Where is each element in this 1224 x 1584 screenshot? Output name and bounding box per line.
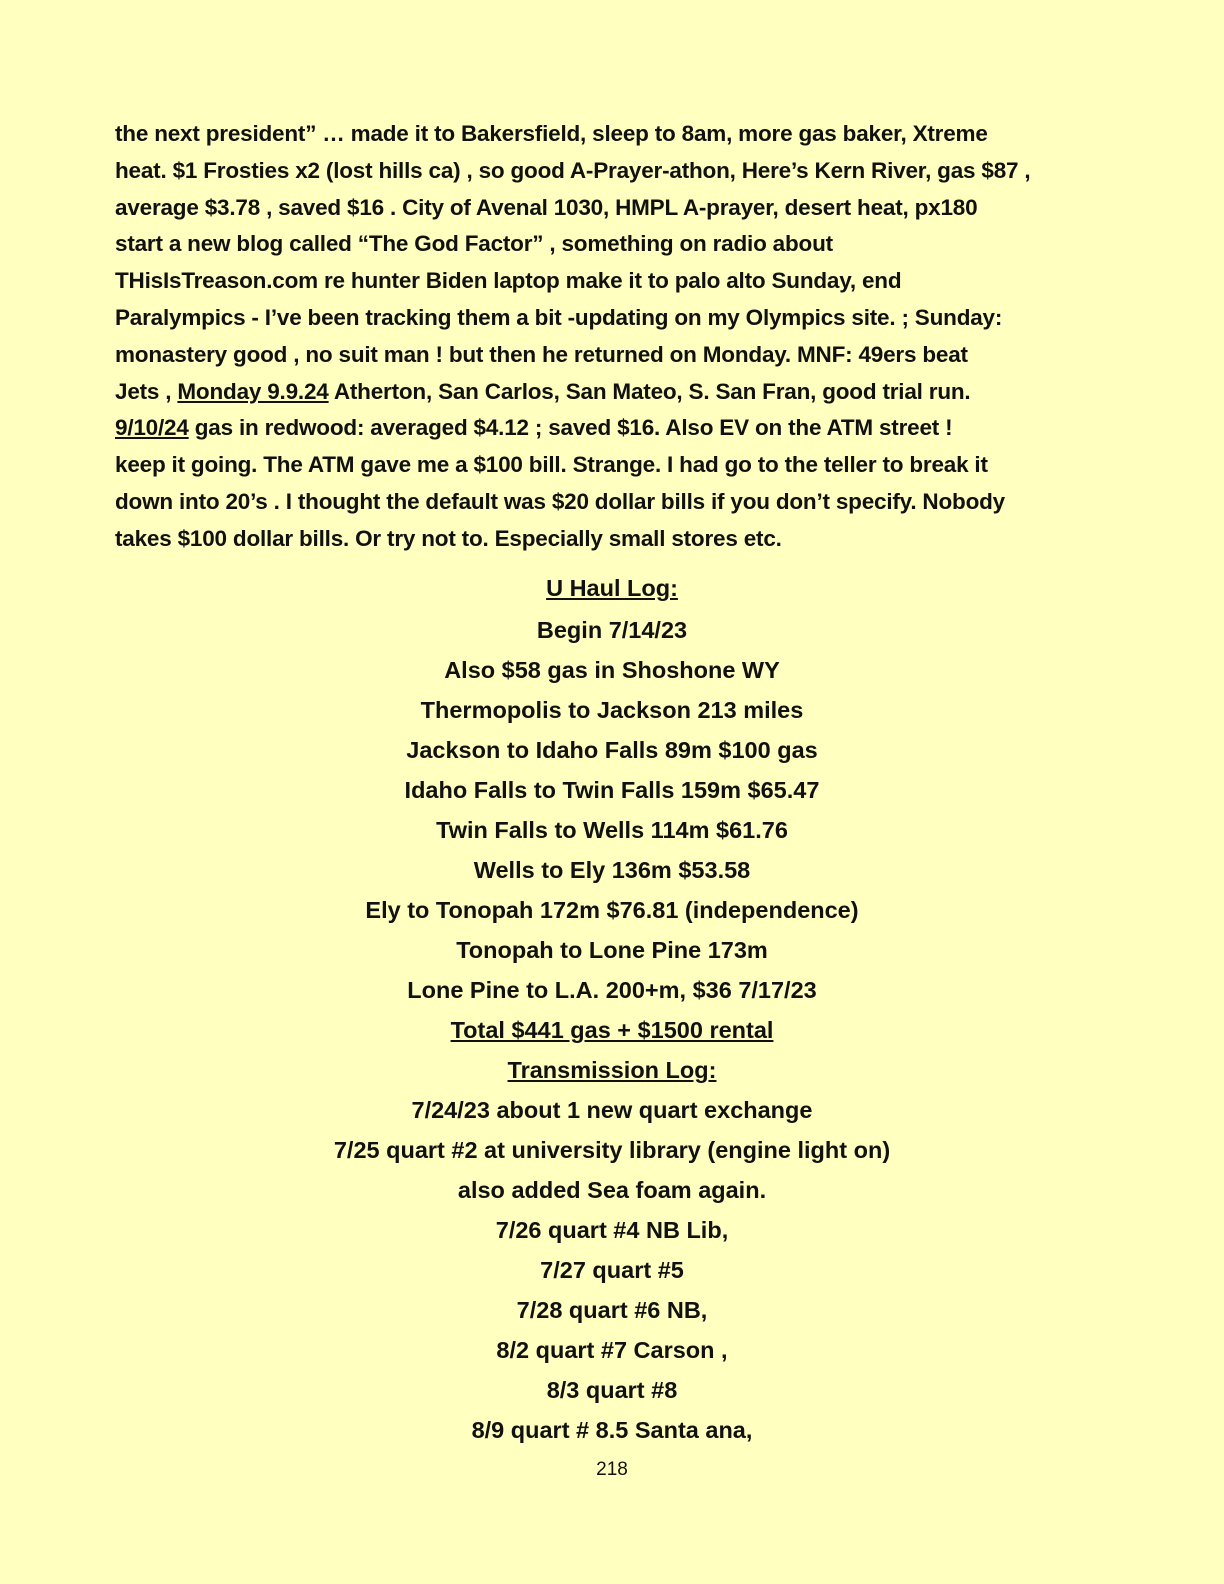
- transmission-log-entry: also added Sea foam again.: [457, 1177, 767, 1203]
- paragraph-line: Paralympics - I’ve been tracking them a bit -updating on my Olympics site. ; Sunday:: [115, 304, 1003, 330]
- uhaul-log-entry: Thermopolis to Jackson 213 miles: [420, 697, 804, 723]
- uhaul-log-heading: U Haul Log:: [546, 575, 678, 601]
- transmission-log-entry: 8/3 quart #8: [546, 1377, 678, 1403]
- transmission-log-entry: 7/28 quart #6 NB,: [516, 1297, 708, 1323]
- paragraph-line: takes $100 dollar bills. Or try not to. Especially small stores etc.: [115, 525, 782, 551]
- paragraph-line: the next president” … made it to Bakersfield, sleep to 8am, more gas baker, Xtreme: [115, 121, 988, 146]
- uhaul-log-entry: Also $58 gas in Shoshone WY: [444, 657, 780, 683]
- transmission-log-entry: 8/9 quart # 8.5 Santa ana,: [471, 1417, 753, 1443]
- paragraph-line: average $3.78 , saved $16 . City of Avenal 1030, HMPL A-prayer, desert heat, px180: [115, 194, 978, 220]
- paragraph-line: keep it going. The ATM gave me a $100 bill. Strange. I had go to the teller to break it: [115, 452, 988, 478]
- underlined-date: Monday 9.9.24: [177, 378, 329, 404]
- paragraph-line: [115, 374, 1105, 411]
- transmission-log-entry: 7/24/23 about 1 new quart exchange: [411, 1097, 813, 1123]
- paragraph-line: start a new blog called “The God Factor” , something on radio about: [115, 231, 833, 257]
- transmission-log-heading: [0, 1050, 1224, 1090]
- paragraph-line: heat. $1 Frosties x2 (lost hills ca) , so good A-Prayer-athon, Here’s Kern River, gas $87 ,: [115, 157, 1031, 183]
- page-number: 218: [596, 1459, 628, 1480]
- paragraph-line: down into 20’s . I thought the default was $20 dollar bills if you don’t specify. Nobody: [115, 488, 1005, 514]
- uhaul-total-text: Total $441 gas + $1500 rental: [450, 1017, 774, 1043]
- uhaul-log-entry: Tonopah to Lone Pine 173m: [456, 937, 768, 963]
- document-page: [115, 116, 1105, 558]
- text-segment: gas in redwood: averaged $4.12 ; saved $16. Also EV on the ATM street !: [188, 415, 953, 441]
- paragraph-line: [115, 410, 1105, 447]
- uhaul-log-entry: Twin Falls to Wells 114m $61.76: [436, 817, 788, 843]
- uhaul-log-entry: Begin 7/14/23: [536, 617, 688, 643]
- text-segment: Jets ,: [115, 378, 178, 404]
- paragraph-line: monastery good , no suit man ! but then he returned on Monday. MNF: 49ers beat: [115, 341, 968, 367]
- text-segment: Atherton, San Carlos, San Mateo, S. San Fran, good trial run.: [328, 378, 971, 404]
- logs-section: [0, 568, 1224, 1450]
- transmission-log-entry: 7/27 quart #5: [540, 1257, 684, 1283]
- uhaul-log-entry: Idaho Falls to Twin Falls 159m $65.47: [404, 777, 820, 803]
- transmission-log-entry: 7/25 quart #2 at university library (engine light on): [333, 1137, 891, 1163]
- uhaul-log-total: [0, 1010, 1224, 1050]
- uhaul-log-entry: Ely to Tonopah 172m $76.81 (independence): [365, 897, 859, 923]
- journal-paragraph: [115, 116, 1105, 558]
- uhaul-log-entry: Wells to Ely 136m $53.58: [473, 857, 751, 883]
- uhaul-log-entry: Jackson to Idaho Falls 89m $100 gas: [406, 737, 818, 763]
- underlined-date: 9/10/24: [115, 415, 189, 441]
- transmission-log-entry: 7/26 quart #4 NB Lib,: [495, 1217, 729, 1243]
- paragraph-line: THisIsTreason.com re hunter Biden laptop make it to palo alto Sunday, end: [115, 268, 902, 294]
- transmission-heading-text: Transmission Log:: [507, 1057, 717, 1083]
- uhaul-log-entry: Lone Pine to L.A. 200+m, $36 7/17/23: [407, 977, 817, 1003]
- transmission-log-entry: 8/2 quart #7 Carson ,: [496, 1337, 728, 1363]
